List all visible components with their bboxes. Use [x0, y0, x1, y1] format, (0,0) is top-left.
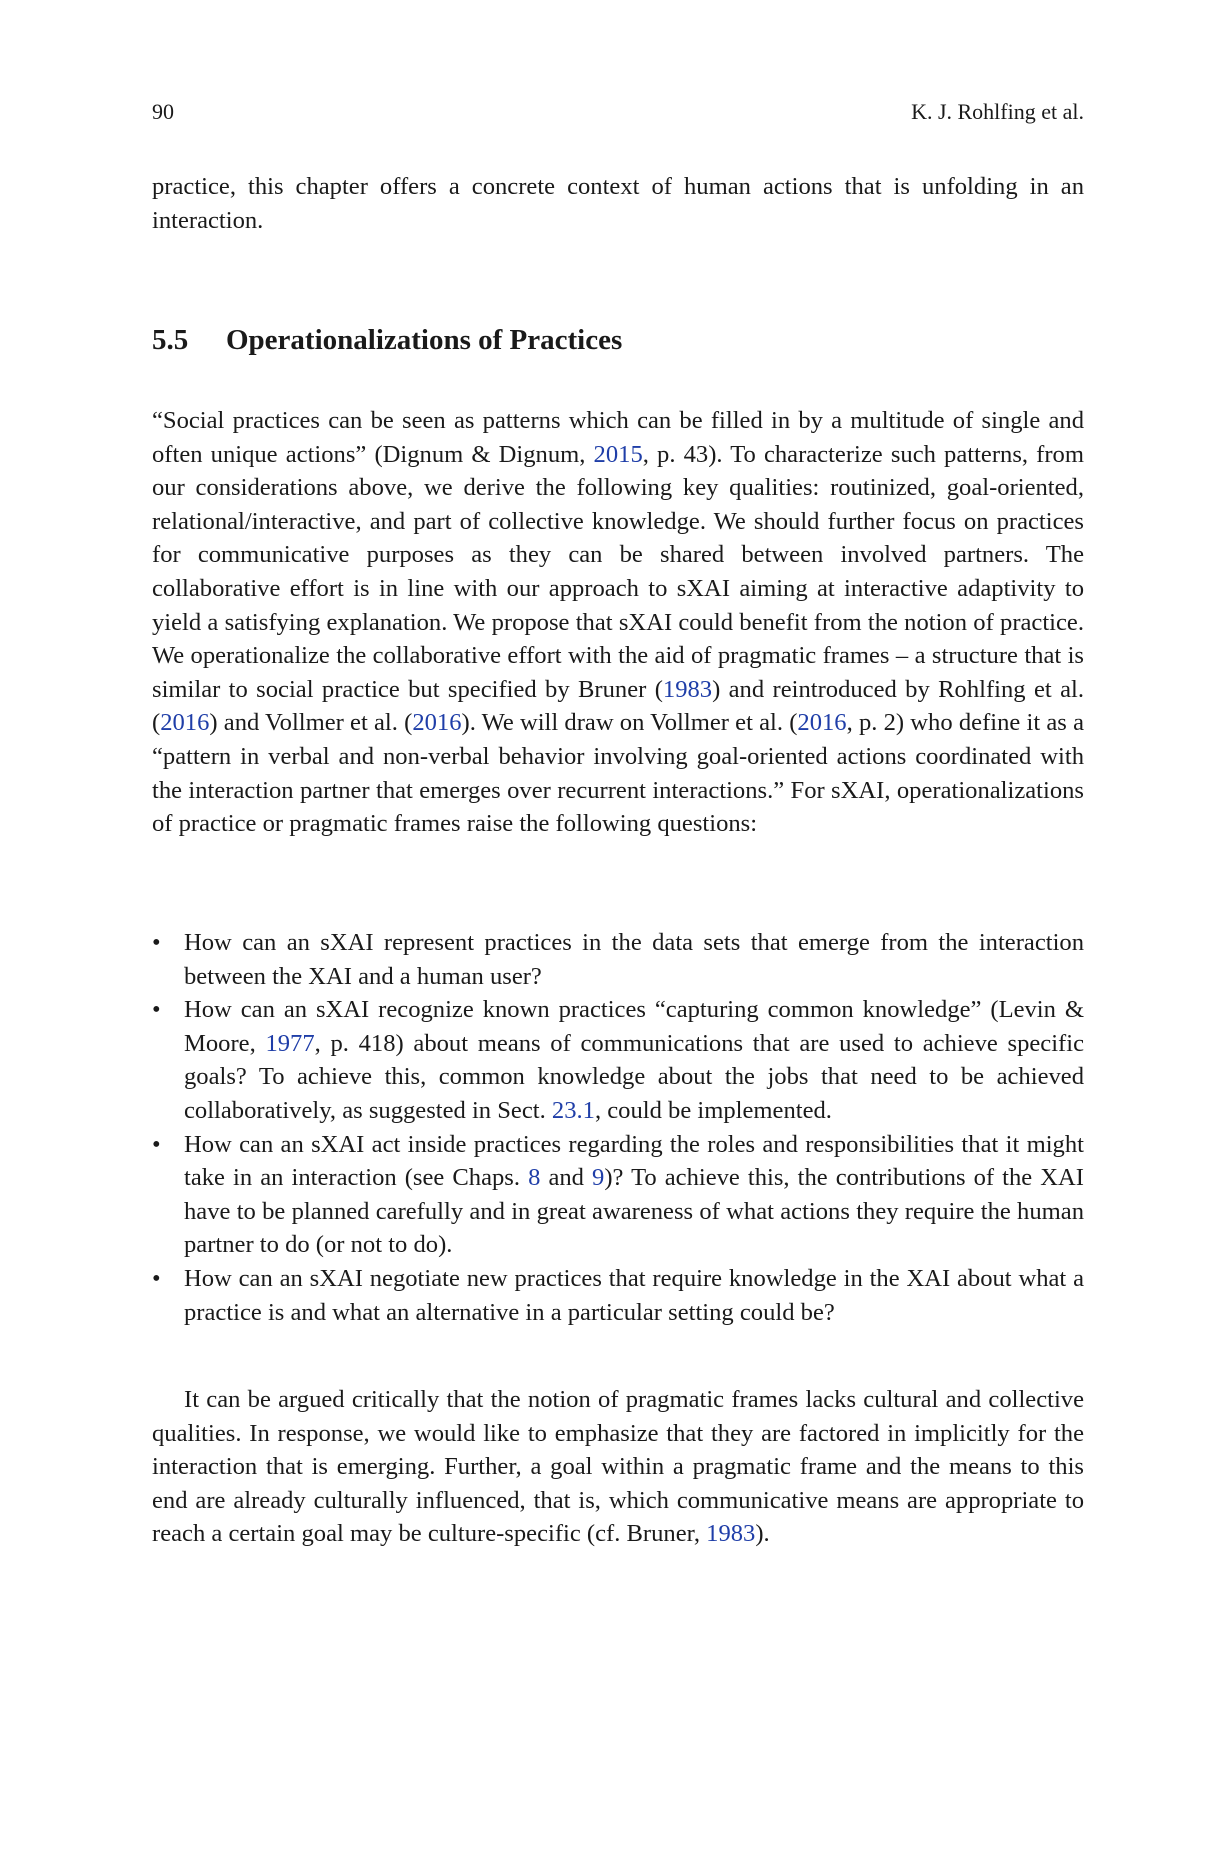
para1-text-1: “Social practices can be seen as patterns which can be filled in by a multitude of single and often unique actions” (Dignum & Dignum, — [152, 407, 1084, 468]
section-number: 5.5 — [152, 324, 189, 356]
bullet-4-text: How can an sXAI negotiate new practices that require knowledge in the XAI about what a practice is and what an alternative in a particular setting could be? — [184, 1264, 1084, 1326]
bullet-icon: • — [152, 996, 161, 1024]
section-heading — [152, 322, 622, 358]
list-item — [152, 1262, 1084, 1329]
chapter-link-9[interactable]: 9 — [592, 1164, 605, 1192]
citation-link-2016-vollmer-2[interactable]: 2016 — [797, 709, 847, 737]
running-head: K. J. Rohlfing et al. — [911, 99, 1084, 124]
list-item — [152, 1128, 1084, 1262]
list-item — [152, 993, 1084, 1127]
citation-link-2015[interactable]: 2015 — [593, 440, 643, 468]
bullet-3-text-1: How can an sXAI act inside practices regarding the roles and responsibilities that it might take in an interaction (see Chaps. — [184, 1130, 1084, 1192]
bullet-icon: • — [152, 1130, 161, 1158]
para1-text-4: ) and Vollmer et al. ( — [209, 709, 413, 737]
para1-text-6: , p. 2) who define it as a “pattern in verbal and non-verbal behavior involving goal-oriented actions coordinated with the interaction partner that emerges over recurrent interactions.” For sXAI, operationalizations of practice or pragmatic frames raise the following questions: — [152, 709, 1084, 838]
body-paragraph-2 — [152, 1383, 1084, 1551]
chapter-link-8[interactable]: 8 — [528, 1164, 541, 1192]
citation-link-1983-2[interactable]: 1983 — [706, 1520, 756, 1548]
body-paragraph-1 — [152, 404, 1084, 841]
bullet-2-text-1: How can an sXAI recognize known practices “capturing common knowledge” (Levin & Moore, — [184, 996, 1084, 1057]
para1-text-3: ) and reintroduced by Rohlfing et al. ( — [152, 675, 1084, 737]
bullet-2-text-3: , could be implemented. — [594, 1096, 832, 1124]
bullet-3-text-3: )? To achieve this, the contributions of the XAI have to be planned carefully and in great awareness of what actions they require the human partner to do (or not to do). — [184, 1164, 1084, 1259]
page-number: 90 — [152, 99, 174, 124]
question-list — [152, 926, 1084, 1329]
citation-link-1977[interactable]: 1977 — [265, 1029, 315, 1057]
intro-text: practice, this chapter offers a concrete context of human actions that is unfolding in an interaction. — [152, 173, 1084, 234]
citation-link-2016-rohlfing[interactable]: 2016 — [160, 709, 210, 737]
para1-text-2: , p. 43). To characterize such patterns, from our considerations above, we derive the following key qualities: routinized, goal-oriented, relational/interactive, and part of collective knowledge. We should further focus on practices for communicative purposes as they can be shared between involved partners. The collaborative effort is in line with our approach to sXAI aiming at interactive adaptivity to yield a satisfying explanation. We propose that sXAI could benefit from the notion of practice. We operationalize the collaborative effort with the aid of pragmatic frames – a structure that is similar to social practice but specified by Bruner ( — [152, 440, 1084, 703]
paragraph-1 — [152, 404, 1084, 841]
bullet-2-text-2: , p. 418) about means of communications that are used to achieve specific goals? To achieve this, common knowledge about the jobs that need to be achieved collaboratively, as suggested in Sect. — [184, 1029, 1084, 1124]
list-item — [152, 926, 1084, 993]
section-link-23-1[interactable]: 23.1 — [551, 1096, 595, 1124]
para2-text-2: ). — [755, 1520, 770, 1548]
bullet-icon: • — [152, 1264, 161, 1292]
para2-text-1: It can be argued critically that the notion of pragmatic frames lacks cultural and collective qualities. In response, we would like to emphasize that they are factored in implicitly for the interaction that is emerging. Further, a goal within a pragmatic frame and the means to this end are already culturally influenced, that is, which communicative means are appropriate to reach a certain goal may be culture-specific (cf. Bruner, — [152, 1386, 1084, 1548]
citation-link-1983[interactable]: 1983 — [662, 675, 713, 703]
paragraph-2 — [152, 1383, 1084, 1551]
citation-link-2016-vollmer[interactable]: 2016 — [412, 709, 462, 737]
section-title: Operationalizations of Practices — [226, 324, 623, 356]
bullet-1-text: How can an sXAI represent practices in the data sets that emerge from the interaction between the XAI and a human user? — [184, 929, 1084, 990]
bullet-3-text-2: and — [540, 1164, 593, 1192]
intro-paragraph — [152, 170, 1084, 237]
para1-text-5: ). We will draw on Vollmer et al. ( — [461, 709, 798, 737]
bullet-icon: • — [152, 929, 161, 956]
